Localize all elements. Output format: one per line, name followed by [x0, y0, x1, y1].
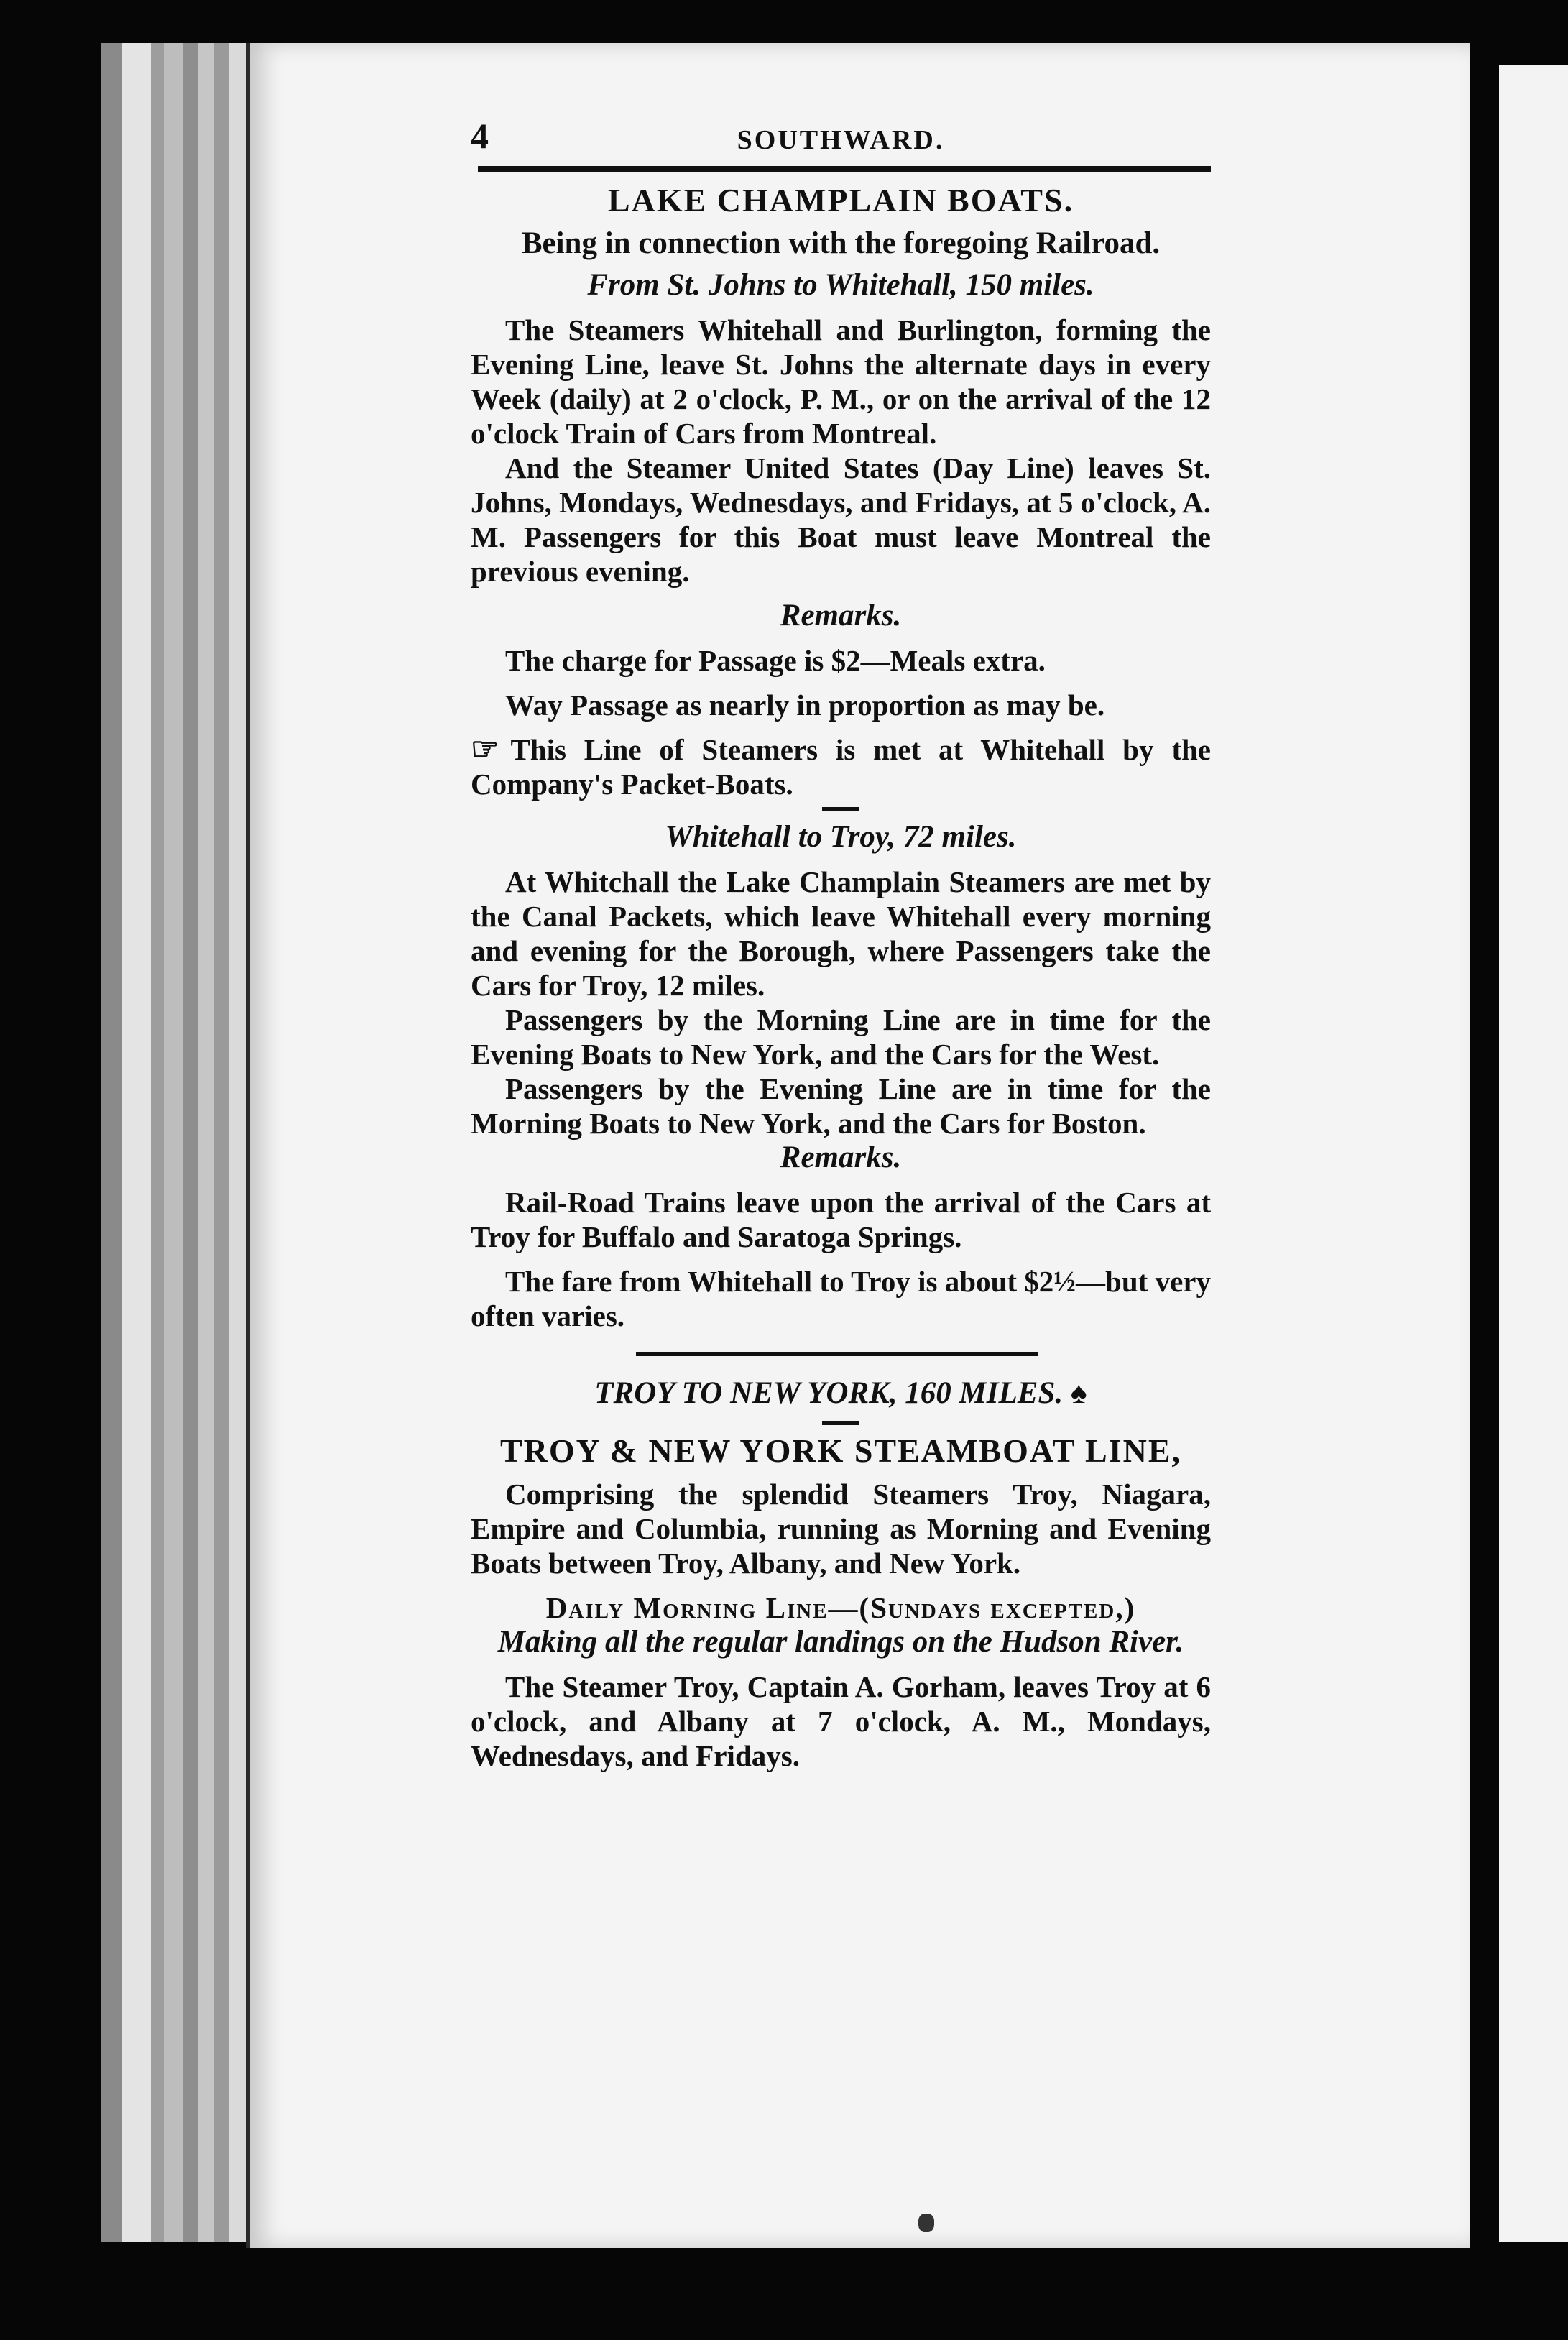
section-heading-lake-champlain: LAKE CHAMPLAIN BOATS. [607, 182, 1074, 218]
paragraph-morning-line: Passengers by the Morning Line are in time for the Evening Boats to New York, and the Cars for the West. [471, 1003, 1211, 1071]
remarks-label: Remarks. [780, 599, 902, 632]
remark-way-passage: Way Passage as nearly in proportion as may be. [505, 688, 1105, 722]
section-heading-troy-new-york: TROY TO NEW YORK, 160 MILES. ♠ [594, 1376, 1087, 1410]
pointing-hand-icon: ☞ [471, 732, 499, 767]
page-edge [214, 43, 230, 2242]
regular-landings: Making all the regular landings on the Hudson River. [497, 1625, 1184, 1659]
remark-passage-charge: The charge for Passage is $2—Meals extra. [505, 644, 1046, 677]
ink-smudge [918, 2214, 934, 2232]
daily-morning-line: Daily Morning Line—(Sundays excepted,) [545, 1591, 1136, 1624]
page-number: 4 [471, 116, 489, 156]
remarks-label: Remarks. [780, 1141, 902, 1174]
paragraph-steamer-troy: The Steamer Troy, Captain A. Gorham, leaves Troy at 6 o'clock, and Albany at 7 o'clock, A. M., Mondays, Wednesdays, and Fridays. [471, 1670, 1211, 1772]
page-edge [122, 43, 152, 2242]
page-edge [101, 43, 124, 2242]
paragraph-evening-line: The Steamers Whitehall and Burlington, forming the Evening Line, leave St. Johns the alternate days in every Week (daily) at 2 o'clock, P. M., or on the arrival of the 12 o'clock Train of Cars from Montreal. [471, 313, 1211, 450]
route-st-johns-whitehall: From St. Johns to Whitehall, 150 miles. [587, 268, 1094, 302]
header-rule [478, 166, 1211, 172]
paragraph-steamers: Comprising the splendid Steamers Troy, Niagara, Empire and Columbia, running as Morning and Evening Boats between Troy, Albany, and New York. [471, 1478, 1211, 1580]
page-edge [198, 43, 216, 2242]
page-edge [183, 43, 200, 2242]
running-head [471, 116, 1211, 163]
steamboat-line-name: TROY & NEW YORK STEAMBOAT LINE, [499, 1432, 1182, 1469]
paragraph-day-line: And the Steamer United States (Day Line) leaves St. Johns, Mondays, Wednesdays, and Fridays, at 5 o'clock, A. M. Passengers for this Boat must leave Montreal the previous evening. [471, 451, 1211, 588]
section-subtitle: Being in connection with the foregoing Railroad. [521, 226, 1161, 260]
paragraph-canal-packets: At Whitchall the Lake Champlain Steamers are met by the Canal Packets, which leave Whitehall every morning and evening for the Borough, where Passengers take the Cars for Troy, 12 miles. [471, 865, 1211, 1002]
page-edge [151, 43, 165, 2242]
page-edges [101, 43, 252, 2242]
section-divider [822, 807, 859, 811]
running-title: SOUTHWARD. [737, 125, 945, 155]
page-text [471, 116, 1211, 1773]
remark-packet-boats-text: This Line of Steamers is met at Whitehall by the Company's Packet-Boats. [471, 733, 1211, 801]
section-divider-long [636, 1352, 1038, 1356]
remark-fare: The fare from Whitehall to Troy is about $2½—but very often varies. [471, 1265, 1211, 1332]
route-whitehall-troy: Whitehall to Troy, 72 miles. [665, 820, 1017, 854]
page-edge [164, 43, 184, 2242]
section-divider [822, 1421, 859, 1425]
paragraph-evening-line-boston: Passengers by the Evening Line are in time for the Morning Boats to New York, and the Cars for Boston. [471, 1072, 1211, 1140]
facing-page-edge [1499, 65, 1568, 2242]
remark-packet-boats [471, 732, 1211, 801]
remark-rail-road-trains: Rail-Road Trains leave upon the arrival of the Cars at Troy for Buffalo and Saratoga Springs. [471, 1186, 1211, 1253]
